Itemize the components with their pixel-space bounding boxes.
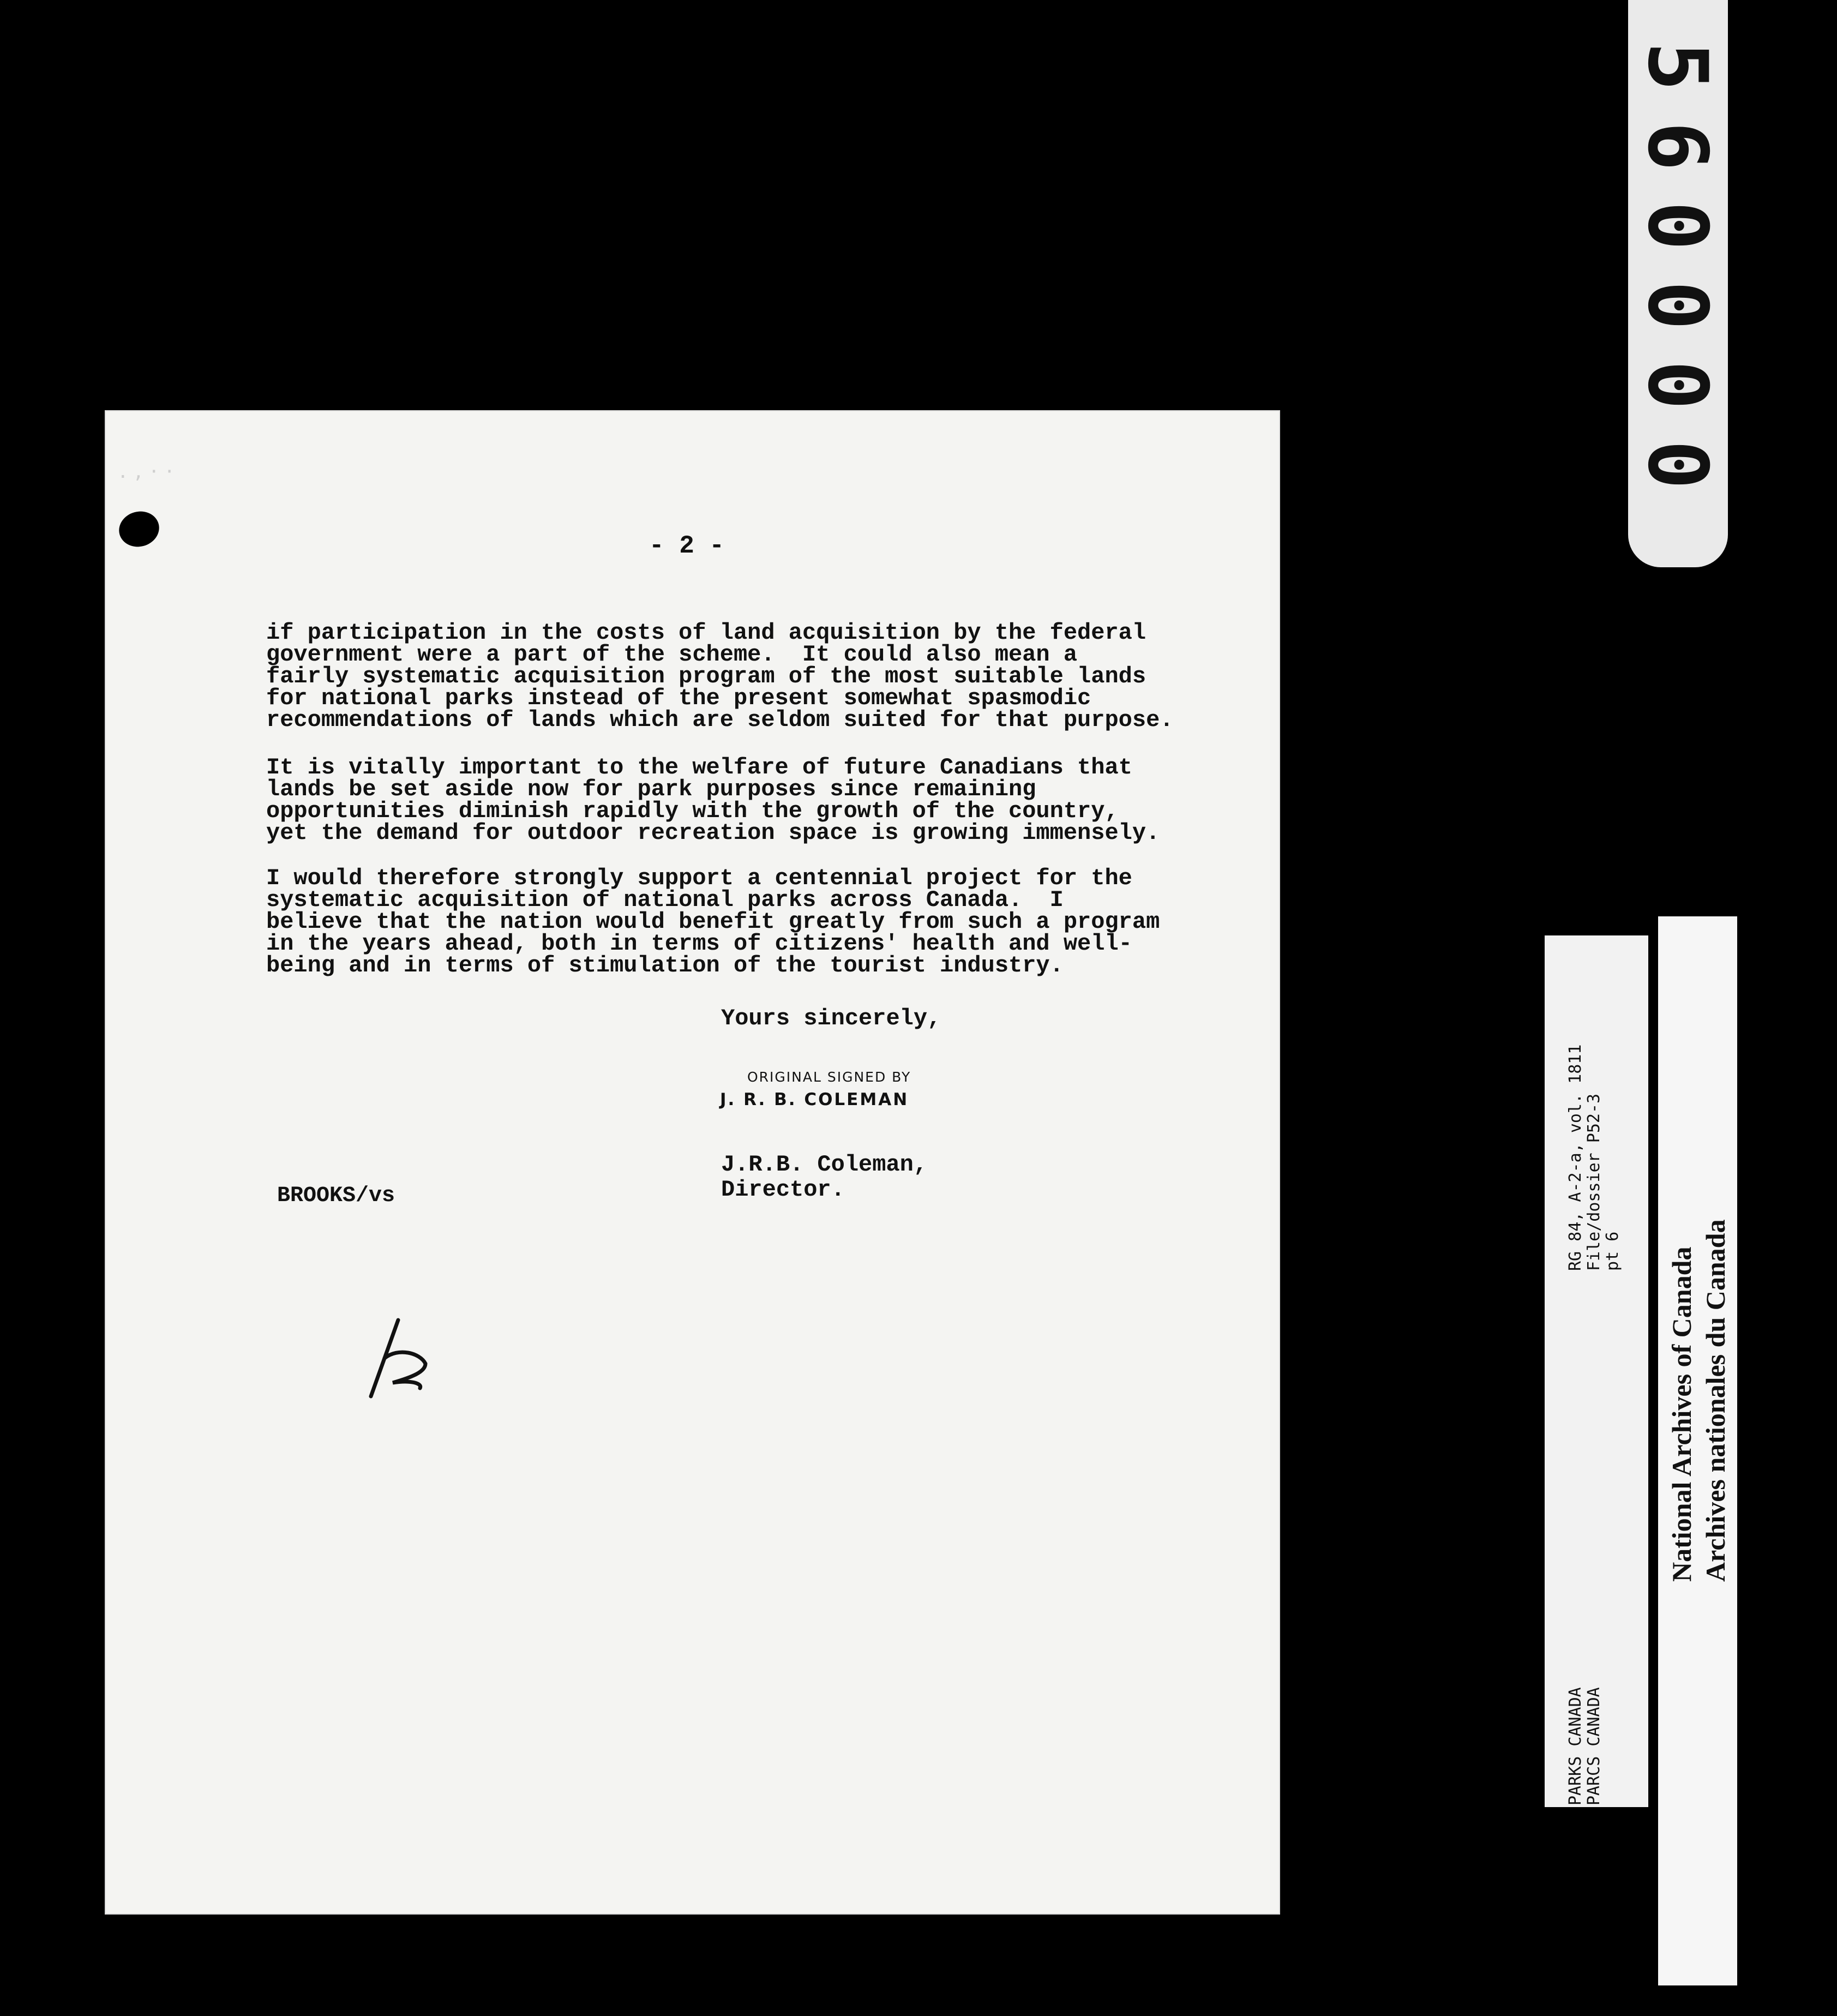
typist-reference: BROOKS/vs xyxy=(277,1184,395,1208)
reference-line: RG 84, A-2-a, vol. 1811 xyxy=(1566,1044,1585,1271)
archive-institution xyxy=(1665,1220,1732,1582)
signatory-title: Director. xyxy=(721,1177,845,1203)
frame-counter-digit: 5 xyxy=(1630,41,1725,92)
archive-reference xyxy=(1566,1045,1622,1271)
institution-line: National Archives of Canada xyxy=(1666,1246,1697,1582)
signature-stamp-name: J. R. B. COLEMAN xyxy=(720,1090,909,1109)
agency-name xyxy=(1566,1687,1604,1805)
agency-line: PARKS CANADA xyxy=(1566,1687,1585,1805)
page-number: - 2 - xyxy=(649,532,725,560)
signatory-name: J.R.B. Coleman, xyxy=(721,1151,928,1178)
frame-counter-digit: 0 xyxy=(1630,360,1725,410)
institution-line: Archives nationales du Canada xyxy=(1700,1219,1731,1582)
frame-counter-digit: 0 xyxy=(1630,440,1725,490)
scan-specks: .,·· xyxy=(117,461,179,483)
frame-counter-digit: 0 xyxy=(1630,280,1725,331)
closing-salutation: Yours sincerely, xyxy=(721,1005,941,1031)
reference-line: pt 6 xyxy=(1603,1231,1622,1271)
reference-line: File/dossier P52-3 xyxy=(1584,1093,1604,1271)
frame-counter-digit: 0 xyxy=(1630,201,1725,251)
paragraph-1: if participation in the costs of land acquisition by the federal government were a part of the scheme. It could also mean a fairly systematic acquisition program of the most suitable lands for national parks instead of the present somewhat spasmodic recommendations of lands which are seldom suited for that purpose. xyxy=(266,620,1174,733)
frame-counter-digit: 6 xyxy=(1630,121,1725,171)
paragraph-2: It is vitally important to the welfare of future Canadians that lands be set aside now for park purposes since remaining opportunities diminish rapidly with the growth of the country, yet the demand for outdoor recreation space is growing immensely. xyxy=(266,754,1160,846)
handwritten-initial xyxy=(360,1315,436,1402)
signature-stamp-caption: ORIGINAL SIGNED BY xyxy=(747,1069,911,1085)
paragraph-3: I would therefore strongly support a centennial project for the systematic acquisition of national parks across Canada. I believe that the nation would benefit greatly from such a program in the years ahead, both in terms of citizens' health and well- being and in terms of stimulation of the tourist industry. xyxy=(266,865,1160,979)
agency-line: PARCS CANADA xyxy=(1584,1687,1604,1805)
